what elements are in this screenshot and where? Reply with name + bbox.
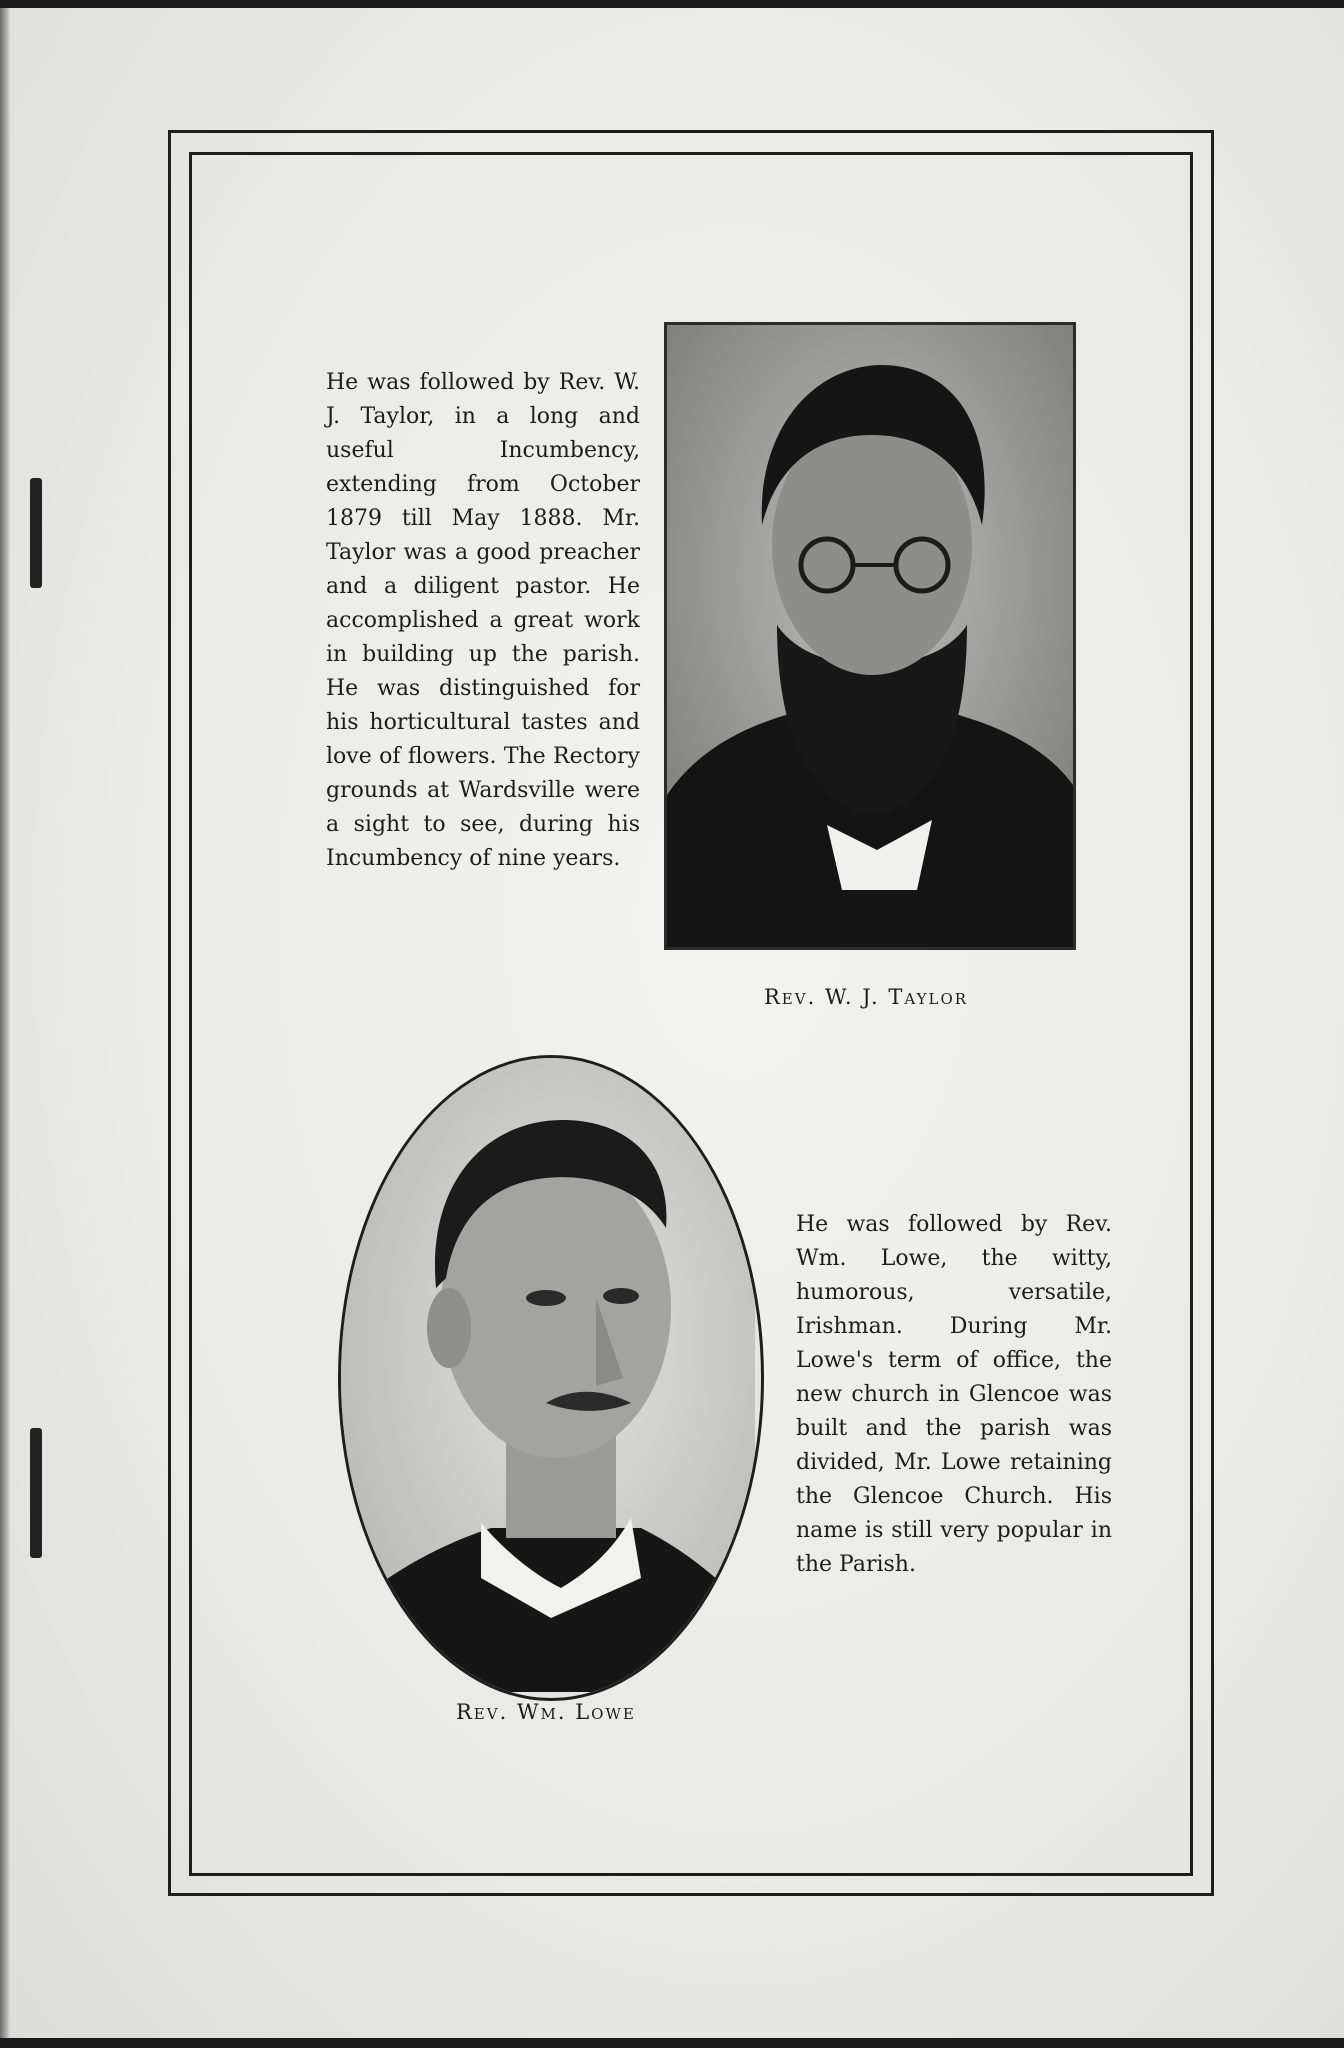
binding-mark-bottom [30, 1428, 42, 1558]
lowe-portrait-photo [338, 1055, 764, 1701]
lowe-paragraph: He was followed by Rev. Wm. Lowe, the witty, humorous, versatile, Irishman. During Mr. Lowe's term of office, the new church in Glencoe was built and the parish was divided, Mr. Lowe retaining the Glencoe Church. His name is still very popular in the Parish. [796, 1212, 1112, 1577]
taylor-paragraph: He was followed by Rev. W. J. Taylor, in a long and useful Incumbency, extending from October 1879 till May 1888. Mr. Taylor was a good preacher and a diligent pastor. He accomplished a great work in building up the parish. He was distinguished for his horticultural tastes and love of flowers. The Rectory grounds at Wardsville were a sight to see, during his Incumbency of nine years. [326, 370, 640, 871]
page-edge-shadow [0, 8, 10, 2038]
taylor-portrait-photo [664, 322, 1076, 950]
taylor-caption: Rev. W. J. Taylor [764, 985, 969, 1009]
lowe-caption: Rev. Wm. Lowe [456, 1700, 636, 1724]
binding-mark-top [30, 478, 42, 588]
